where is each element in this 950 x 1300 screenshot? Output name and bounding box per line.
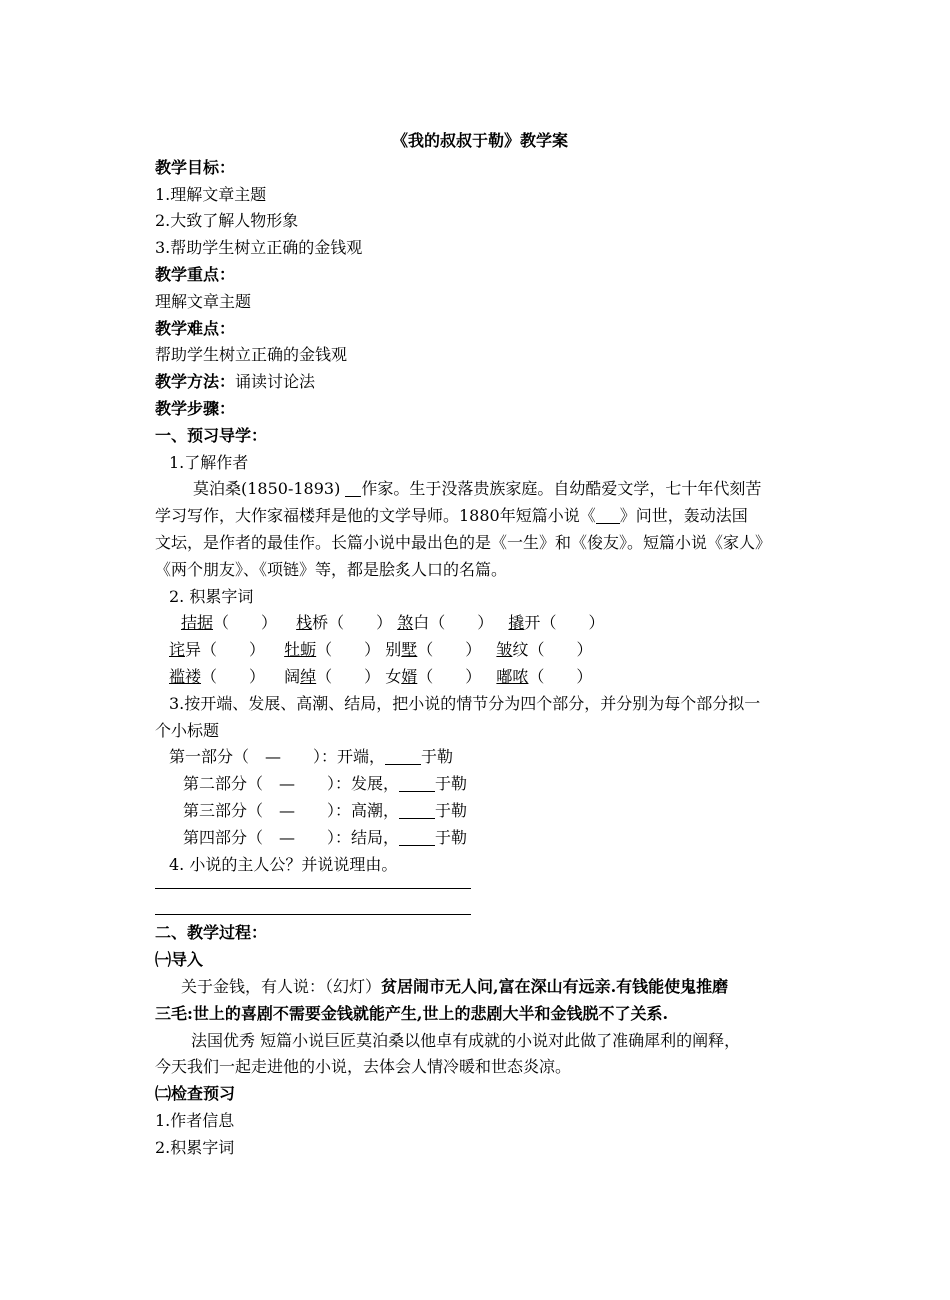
vocab-word: 撬开（ ） <box>508 613 605 633</box>
vocab-label: 2. 积累字词 <box>169 586 254 606</box>
vocab-word: 别墅（ ） <box>385 640 482 660</box>
vocab-word: 诧异（ ） <box>169 640 266 660</box>
intro-para: 法国优秀 短篇小说巨匠莫泊桑以他卓有成就的小说对此做了准确犀利的阐释， <box>191 1030 741 1050</box>
author-para-line: 文坛，是作者的最佳作。长篇小说中最出色的是《一生》和《俊友》。短篇小说《家人》 <box>155 532 772 552</box>
goal-item: 2.大致了解人物形象 <box>155 211 299 231</box>
plot-part <box>155 798 805 825</box>
vocab-word: 栈桥（ ） <box>296 613 393 633</box>
steps-heading: 教学步骤： <box>155 398 236 418</box>
plot-part-label: 第四部分（ — ）：结局， <box>183 827 400 847</box>
author-text: 》问世，轰动法国 <box>619 506 748 526</box>
plot-part-suffix: 于勒 <box>435 827 468 847</box>
fill-blank[interactable] <box>385 748 421 765</box>
vocab-word: 牡蛎（ ） <box>284 640 381 660</box>
author-para-line <box>155 476 805 503</box>
author-para-line: 《两个朋友》、《项链》等，都是脍炙人口的名篇。 <box>155 559 508 579</box>
author-text: 学习写作，大作家福楼拜是他的文学导师。1880年短篇小说《 <box>155 506 596 526</box>
section2-heading: 二、教学过程： <box>155 923 268 943</box>
fill-blank[interactable] <box>399 829 435 846</box>
vocab-word: 阔绰（ ） <box>284 666 381 686</box>
check-heading: ㈡检查预习 <box>155 1084 236 1104</box>
author-para-line <box>155 503 805 530</box>
fill-blank[interactable] <box>399 802 435 819</box>
intro-line <box>155 974 805 1001</box>
vocab-word: 拮据（ ） <box>181 613 278 633</box>
plot-instruction: 3.按开端、发展、高潮、结局，把小说的情节分为四个部分，并分别为每个部分拟一 <box>169 693 761 713</box>
method-text: 诵读讨论法 <box>235 372 316 392</box>
vocab-row <box>155 610 805 637</box>
plot-instruction: 个小标题 <box>155 720 220 740</box>
author-text: 莫泊桑(1850-1893) <box>193 479 346 499</box>
intro-quote: 贫居闹市无人问,富在深山有远亲.有钱能使鬼推磨 <box>381 976 729 996</box>
intro-quote: 三毛:世上的喜剧不需要金钱就能产生,世上的悲剧大半和金钱脱不了关系. <box>155 1003 669 1023</box>
plot-part-label: 第二部分（ — ）：发展， <box>183 774 400 794</box>
plot-part-label: 第一部分（ — ）：开端， <box>169 747 386 767</box>
difficulty-heading: 教学难点： <box>155 318 236 338</box>
check-item: 1.作者信息 <box>155 1110 235 1130</box>
plot-part <box>155 771 805 798</box>
section1-heading: 一、预习导学： <box>155 425 268 445</box>
focus-text: 理解文章主题 <box>155 291 252 311</box>
plot-part <box>155 825 805 852</box>
method-line <box>155 369 805 396</box>
vocab-word: 女婿（ ） <box>385 666 482 686</box>
vocab-row <box>155 637 805 664</box>
lesson-plan-document <box>155 128 805 1161</box>
vocab-row <box>155 664 805 691</box>
vocab-word: 煞白（ ） <box>397 613 494 633</box>
goals-heading: 教学目标： <box>155 157 236 177</box>
plot-part-suffix: 于勒 <box>435 800 468 820</box>
fill-blank[interactable] <box>399 775 435 792</box>
plot-part-suffix: 于勒 <box>435 774 468 794</box>
author-label: 1.了解作者 <box>169 452 249 472</box>
plot-part-label: 第三部分（ — ）：高潮， <box>183 800 400 820</box>
goal-item: 1.理解文章主题 <box>155 184 267 204</box>
question-4: 4. 小说的主人公？并说说理由。 <box>169 854 398 874</box>
author-text: 作家。生于没落贵族家庭。自幼酷爱文学，七十年代刻苦 <box>361 479 762 499</box>
method-heading: 教学方法： <box>155 372 236 392</box>
intro-heading: ㈠导入 <box>155 950 204 970</box>
check-item: 2.积累字词 <box>155 1137 235 1157</box>
goal-item: 3.帮助学生树立正确的金钱观 <box>155 238 363 258</box>
vocab-word: 褴褛（ ） <box>169 666 266 686</box>
vocab-word: 皱纹（ ） <box>496 640 593 660</box>
fill-blank[interactable] <box>345 480 361 497</box>
plot-part <box>155 744 805 771</box>
difficulty-text: 帮助学生树立正确的金钱观 <box>155 345 348 365</box>
document-title: 《我的叔叔于勒》教学案 <box>391 131 568 150</box>
fill-blank[interactable] <box>596 507 620 524</box>
focus-heading: 教学重点： <box>155 264 236 284</box>
plot-part-suffix: 于勒 <box>421 747 454 767</box>
intro-para: 今天我们一起走进他的小说，去体会人情冷暖和世态炎凉。 <box>155 1057 572 1077</box>
intro-lead: 关于金钱，有人说：（幻灯） <box>181 976 382 996</box>
vocab-word: 嘟哝（ ） <box>496 666 593 686</box>
